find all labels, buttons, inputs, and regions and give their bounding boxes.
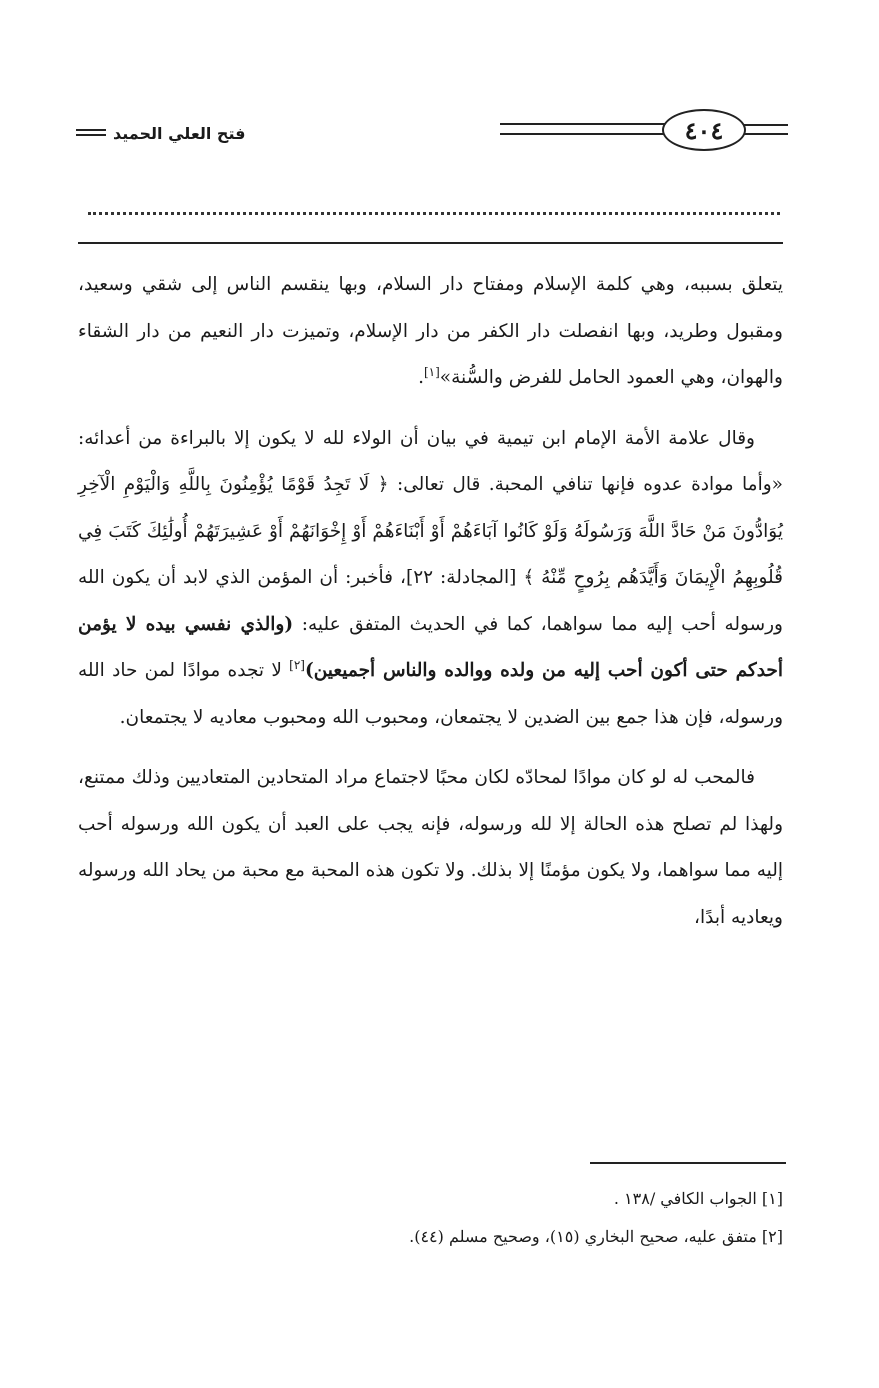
- footnote-1: [١] الجواب الكافي /١٣٨ .: [613, 1189, 783, 1208]
- footnote-2: [٢] متفق عليه، صحيح البخاري (١٥)، وصحيح مسلم (٤٤).: [409, 1227, 783, 1246]
- footnote-ref-2: [٢]: [289, 657, 305, 672]
- book-title: فتح العلي الحميد: [113, 124, 246, 143]
- text-segment: يتعلق بسببه، وهي كلمة الإسلام ومفتاح دار السلام، وبها ينقسم الناس إلى شقي وسعيد، ومقبول وطريد، وبها انفصلت دار الكفر من دار الإسلام، وتميزت دار النعيم من دار الشقاء والهوان، وهي العمود الحامل للفرض والسُّنة»: [78, 274, 783, 388]
- footnote-ref-1: [١]: [423, 364, 440, 379]
- dotted-separator: [88, 198, 780, 215]
- header-short-double-rule: [740, 124, 788, 135]
- text-segment: وقال علامة الأمة الإمام ابن تيمية في بيان أن الولاء لله لا يكون إلا بالبراءة من أعدائه: «وأما موادة عدوه فإنها تنافي المحبة. قال تعالى: ﴿ لَا تَجِدُ قَوْمًا يُؤْمِنُونَ بِاللَّهِ وَالْيَوْمِ الْآخِرِ يُوَادُّونَ مَنْ حَادَّ اللَّهَ وَرَسُولَهُ وَلَوْ كَانُوا آبَاءَهُمْ أَوْ أَبْنَاءَهُمْ أَوْ إِخْوَانَهُمْ أَوْ عَشِيرَتَهُمْ أُولَٰئِكَ كَتَبَ فِي قُلُوبِهِمُ الْإِيمَانَ وَأَيَّدَهُم بِرُوحٍ مِّنْهُ ﴾ [المجادلة: ٢٢]، فأخبر: أن المؤمن الذي لابد أن يكون الله ورسوله أحب إليه مما سواهما، كما في الحديث المتفق عليه:: [78, 427, 783, 635]
- title-ornament-rule: [76, 129, 106, 136]
- main-text: [78, 262, 783, 941]
- hadith-quote: (والذي نفسي بيده لا يؤمن أحدكم حتى أكون أحب إليه من ولده ووالده والناس أجميعين): [78, 613, 783, 681]
- text-segment: لا تجده موادًا لمن حاد الله ورسوله، فإن هذا جمع بين الضدين لا يجتمعان، ومحبوب الله ومحبوب معاديه لا يجتمعان.: [78, 660, 783, 728]
- paragraph-2: [78, 416, 783, 742]
- text-segment: فالمحب له لو كان موادًا لمحادّه لكان محبًا لاجتماع مراد المتحادين المتعاديين وذلك ممتنع، ولهذا لم تصلح هذه الحالة إلا لله ورسوله، فإنه يجب على العبد أن يكون الله ورسوله أحب إليه مما سواهما، ولا يكون مؤمنًا إلا بذلك. ولا تكون هذه المحبة مع محبة من يحاد الله ورسوله ويعاديه أبدًا،: [78, 767, 783, 928]
- paragraph-1: [78, 262, 783, 402]
- page-number: ٤٠٤: [662, 109, 746, 151]
- footnote-separator: [590, 1162, 786, 1164]
- page-header: [0, 0, 879, 180]
- header-bottom-rule: [78, 242, 783, 244]
- paragraph-3: [78, 755, 783, 941]
- footnotes: [78, 1180, 783, 1256]
- text-segment: .: [418, 367, 424, 388]
- header-double-rule: [500, 123, 680, 135]
